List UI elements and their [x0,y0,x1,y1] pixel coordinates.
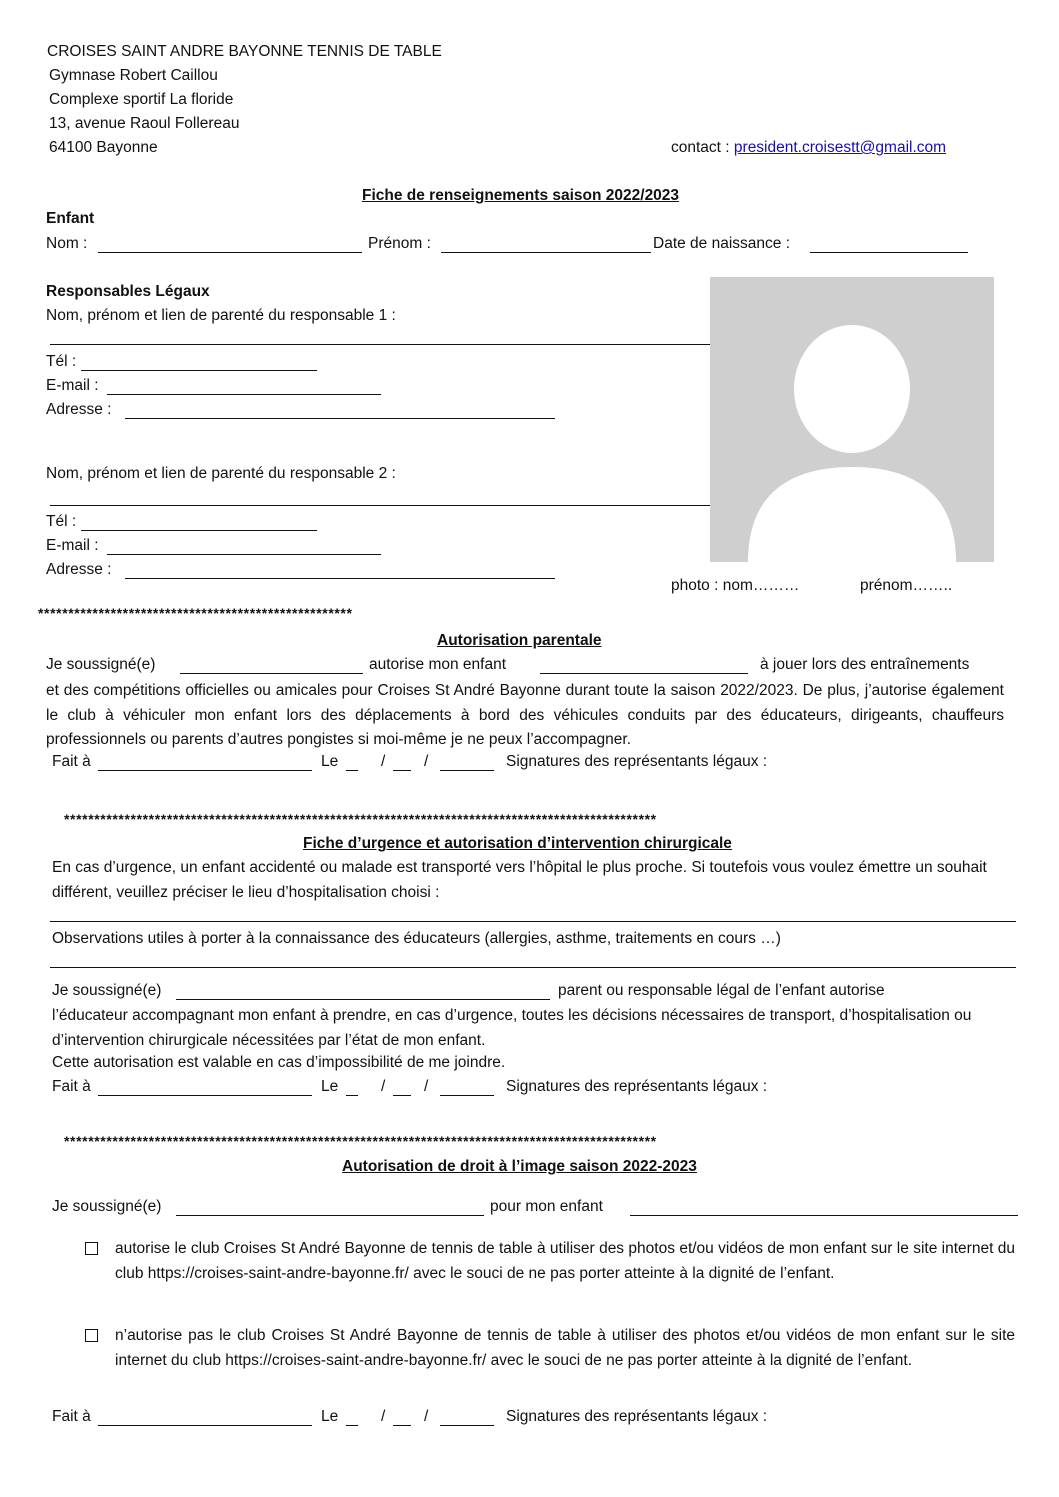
not-authorize-checkbox[interactable] [85,1329,98,1342]
date-month-field[interactable] [393,1425,411,1426]
guardian2-adresse-field[interactable] [125,578,555,579]
image-je-label: Je soussigné(e) [52,1198,162,1215]
separator: **************************************************** [38,605,353,621]
parental-child-field[interactable] [540,673,748,674]
signatures-label: Signatures des représentants légaux : [506,1078,768,1095]
signatures-label: Signatures des représentants légaux : [506,753,768,770]
parental-text: et des compétitions officielles ou amicales pour Croises St André Bayonne durant toute la saison 2022/2023. De plus, j’autorise également le club à véhiculer mon enfant lors des déplacements à bord des véhicules conduits par des éducateurs, dirigeants, chauffeurs professionnels ou parents d’autres pongistes si moi-même je ne peux l’accompagner. [46,682,1004,748]
guardian1-adresse-field[interactable] [125,418,555,419]
image-child-field[interactable] [630,1215,1018,1216]
date-slash: / [381,1408,386,1425]
fait-label: Fait à [52,753,91,770]
guardian1-email-field[interactable] [107,394,381,395]
date-slash: / [424,1078,429,1095]
guardian2-tel-field[interactable] [81,530,317,531]
authorize-checkbox[interactable] [85,1242,98,1255]
date-month-field[interactable] [393,770,411,771]
urgence-text2: l’éducateur accompagnant mon enfant à prendre, en cas d’urgence, toutes les décisions nécessaires de transport, d’hospitalisation ou d’intervention chirurgicale nécessitées par l’état de mon enfant. [52,1007,972,1049]
fait-place-field[interactable] [98,1425,312,1426]
fait-place-field[interactable] [98,1095,312,1096]
date-month-field[interactable] [393,1095,411,1096]
urgence-validity: Cette autorisation est valable en cas d’impossibilité de me joindre. [52,1054,506,1071]
guardians-heading: Responsables Légaux [46,283,210,300]
parental-je-label: Je soussigné(e) [46,656,156,673]
separator: ************************************************************************************************** [64,1133,657,1149]
date-year-field[interactable] [440,1425,494,1426]
image-rights-title: Autorisation de droit à l’image saison 2022-2023 [342,1158,697,1175]
form-title: Fiche de renseignements saison 2022/2023 [362,187,680,204]
date-slash: / [424,1408,429,1425]
guardian2-name-field[interactable] [50,505,710,506]
observations-label: Observations utiles à porter à la connaissance des éducateurs (allergies, asthme, traitements en cours …) [52,930,781,947]
date-label: Le [321,1408,339,1425]
photo-nom-caption: photo : nom……… [671,577,800,594]
address-line-1: Gymnase Robert Caillou [49,67,218,84]
separator: ************************************************************************************************** [64,811,657,827]
parental-jouer-label: à jouer lors des entraînements [760,656,970,673]
urgence-title: Fiche d’urgence et autorisation d’intervention chirurgicale [303,835,732,852]
parental-title: Autorisation parentale [437,632,602,649]
date-label: Le [321,1078,339,1095]
observations-field[interactable] [50,967,1016,968]
contact-email-link[interactable]: president.croisestt@gmail.com [733,139,947,156]
urgence-name-field[interactable] [176,999,550,1000]
guardian2-tel-label: Tél : [46,513,77,530]
guardian2-adresse-label: Adresse : [46,561,112,578]
image-name-field[interactable] [176,1215,484,1216]
child-heading: Enfant [46,210,95,227]
address-line-2: Complexe sportif La floride [49,91,234,108]
fait-label: Fait à [52,1408,91,1425]
guardian1-name-field[interactable] [50,344,710,345]
guardian2-email-label: E-mail : [46,537,99,554]
date-slash: / [381,753,386,770]
guardian1-adresse-label: Adresse : [46,401,112,418]
date-slash: / [381,1078,386,1095]
child-dob-field[interactable] [810,252,968,253]
urgence-parent-label: parent ou responsable légal de l’enfant autorise [558,982,885,999]
authorize-text: autorise le club Croises St André Bayonne de tennis de table à utiliser des photos et/ou vidéos de mon enfant sur le site internet du club https://croises-saint-andre-bayonne.fr/ avec le souci de ne pas porter atteinte à la dignité de l’enfant. [115,1240,1015,1282]
fait-label: Fait à [52,1078,91,1095]
guardian1-tel-field[interactable] [81,370,317,371]
date-day-field[interactable] [346,1095,358,1096]
child-prenom-label: Prénom : [368,235,431,252]
child-prenom-field[interactable] [441,252,651,253]
club-name: CROISES SAINT ANDRE BAYONNE TENNIS DE TABLE [47,43,442,60]
parental-name-field[interactable] [180,673,363,674]
guardian1-email-label: E-mail : [46,377,99,394]
date-day-field[interactable] [346,1425,358,1426]
not-authorize-text: n’autorise pas le club Croises St André Bayonne de tennis de table à utiliser des photos et/ou vidéos de mon enfant sur le site internet du club https://croises-saint-andre-bayonne.fr/ avec le souci de ne pas porter atteinte à la dignité de l’enfant. [115,1327,1015,1369]
signatures-label: Signatures des représentants légaux : [506,1408,768,1425]
date-label: Le [321,753,339,770]
guardian1-label: Nom, prénom et lien de parenté du responsable 1 : [46,307,396,324]
date-slash: / [424,753,429,770]
child-nom-field[interactable] [98,252,362,253]
address-line-4: 64100 Bayonne [49,139,158,156]
guardian2-email-field[interactable] [107,554,381,555]
contact-label: contact : [671,139,734,156]
image-pour-label: pour mon enfant [490,1198,603,1215]
date-year-field[interactable] [440,770,494,771]
fait-place-field[interactable] [98,770,312,771]
urgence-text: En cas d’urgence, un enfant accidenté ou malade est transporté vers l’hôpital le plus proche. Si toutefois vous voulez émettre un souhait différent, veuillez préciser le lieu d’hospitalisation choisi : [52,859,987,901]
date-day-field[interactable] [346,770,358,771]
hospital-choice-field[interactable] [50,921,1016,922]
address-line-3: 13, avenue Raoul Follereau [49,115,240,132]
child-nom-label: Nom : [46,235,88,252]
contact [671,138,946,158]
urgence-je-label: Je soussigné(e) [52,982,162,999]
guardian1-tel-label: Tél : [46,353,77,370]
date-year-field[interactable] [440,1095,494,1096]
parental-autorise-label: autorise mon enfant [369,656,507,673]
photo-prenom-caption: prénom…….. [860,577,953,594]
child-dob-label: Date de naissance : [653,235,791,252]
photo-placeholder[interactable] [710,277,994,562]
guardian2-label: Nom, prénom et lien de parenté du responsable 2 : [46,465,396,482]
person-silhouette-icon [710,277,994,562]
